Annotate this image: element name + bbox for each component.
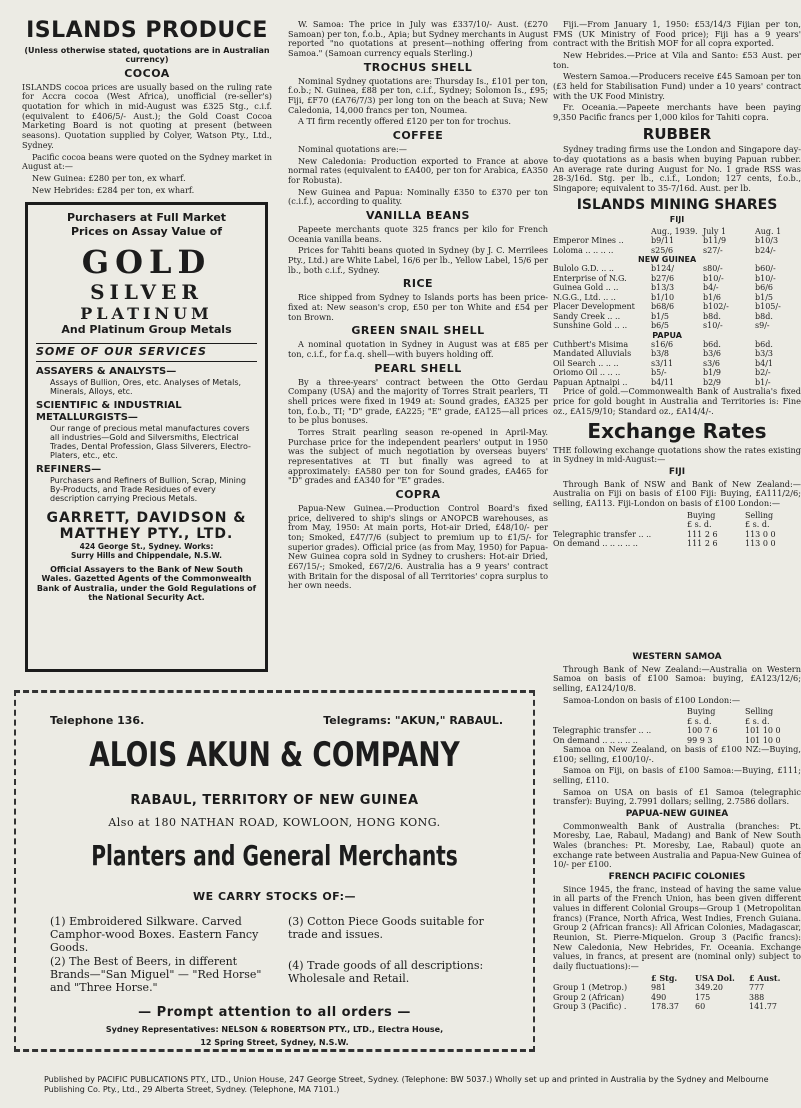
- share-value: b1/10: [651, 292, 675, 302]
- cocoa-heading: COCOA: [124, 66, 170, 80]
- samoa-fiji-paragraph: Samoa on Fiji, on basis of £100 Samoa:—Buying, £111; selling, £110.: [553, 765, 801, 786]
- share-name: Oil Search .. .. ..: [553, 358, 619, 368]
- firm-address-1: 424 George St., Sydney. Works:: [79, 542, 214, 552]
- ad-item-4: (4) Trade goods of all descriptions: Wholesale and Retail.: [288, 959, 484, 986]
- rate-label: Telegraphic transfer .. ..: [553, 529, 652, 539]
- ad-hong-kong-address: Also at 180 NATHAN ROAD, KOWLOON, HONG KONG.: [108, 816, 441, 829]
- table-row: [553, 246, 783, 255]
- subheading-row: [553, 255, 783, 264]
- share-name: Sandy Creek .. ..: [553, 311, 621, 321]
- rate-value: 111 2 6: [687, 539, 718, 549]
- share-value: b105/-: [755, 302, 781, 312]
- share-value: b8d.: [755, 311, 773, 321]
- table-header-row: [553, 707, 783, 716]
- share-name: Loloma .. .. .. ..: [553, 245, 614, 255]
- rate-value: 113 0 0: [745, 529, 776, 539]
- table-row: [553, 539, 778, 548]
- fr-oceania-copra-paragraph: Fr. Oceania.—Papeete merchants have been paying 9,350 Pacific francs per 1,000 kilos for Tahiti copra.: [553, 102, 801, 123]
- share-value: s16/6: [651, 339, 674, 349]
- share-value: b3/6: [703, 349, 721, 359]
- rate-value: 111 2 6: [687, 529, 718, 539]
- units-label: £ s. d.: [687, 716, 712, 726]
- trochus-paragraph-2: A TI firm recently offered £120 per ton for trochus.: [298, 116, 512, 127]
- service-heading-metallurgists: SCIENTIFIC & INDUSTRIAL METALLURGISTS—: [36, 399, 182, 423]
- table-header-row: [553, 974, 782, 983]
- rate-value: 113 0 0: [745, 539, 776, 549]
- rubber-heading: RUBBER: [642, 124, 712, 143]
- currency-note: (Unless otherwise stated, quotations are in Australian currency): [24, 45, 270, 65]
- ad-item-2: (2) The Best of Beers, in different Brands—"San Miguel" — "Red Horse" and "Three Horse.": [50, 955, 262, 995]
- exchange-french-pacific-subheading: FRENCH PACIFIC COLONIES: [608, 872, 746, 883]
- fiji-exchange-table: [553, 511, 778, 549]
- share-value: b1/6: [703, 292, 721, 302]
- service-heading-refiners: REFINERS—: [36, 464, 102, 476]
- share-name: Guinea Gold .. ..: [553, 283, 619, 293]
- platinum-group-line: And Platinum Group Metals: [61, 322, 232, 336]
- share-value: b1/5: [755, 292, 773, 302]
- french-pacific-paragraph: Since 1945, the franc, instead of having the same value in all parts of the French Union, has been given different values in different Colonial Groups—Group 1 (Metropolitan francs) (France, North Africa, West Indies, French Guiana. Group 2 (African francs): All African Colonies, Madagascar, Reunion, St. Pierre-Miquelon. Group 3 (Pacific francs): New Caledonia, New Hebrides, Fr. Oceania. Exchange values, in francs, at present are (nominal only) subject to daily fluctuations):—: [553, 883, 801, 972]
- share-value: s3/11: [651, 358, 674, 368]
- share-value: b2/-: [755, 368, 771, 378]
- exchange-rates-heading: Exchange Rates: [587, 419, 767, 444]
- ad-planters-heading: Planters and General Merchants: [91, 839, 458, 872]
- table-row: [553, 726, 783, 735]
- share-name: Placer Development: [553, 302, 635, 312]
- firm-address-2: Surry Hills and Chippendale, N.S.W.: [70, 551, 223, 561]
- share-value: b5/-: [651, 368, 667, 378]
- table-row: [553, 530, 778, 539]
- exchange-western-samoa-subheading: WESTERN SAMOA: [632, 652, 722, 662]
- col-aug-1: Aug. 1: [755, 226, 782, 236]
- col-usa-dol: USA Dol.: [695, 972, 735, 983]
- trochus-heading: TROCHUS SHELL: [363, 60, 473, 74]
- rate-label: On demand .. .. .. .. ..: [553, 539, 638, 549]
- rate-label: On demand .. .. .. .. ..: [553, 735, 638, 745]
- col-selling: Selling: [745, 707, 774, 717]
- samoa-london-paragraph: Samoa-London on basis of £100 London:—: [563, 694, 741, 705]
- share-value: s10/-: [703, 321, 723, 331]
- cocoa-new-hebrides: New Hebrides: £284 per ton, ex wharf.: [32, 184, 195, 195]
- units-label: £ s. d.: [745, 520, 770, 530]
- table-row: [553, 993, 782, 1002]
- col-buying: Buying: [687, 707, 716, 717]
- table-row: [553, 236, 783, 245]
- share-value: b4/-: [703, 283, 719, 293]
- publisher-footer: Published by PACIFIC PUBLICATIONS PTY., LTD., Union House, 247 George Street, Sydney. (Telephone: BW 5037.) Wholly set up and printed in Australia by the Sydney and Melbourne Publishing Co. Pty., Ltd., 29 Alberta Street, Sydney. (Telephone, MA 7101.): [44, 1075, 769, 1094]
- gold-word: GOLD: [81, 242, 212, 281]
- gold-price-paragraph: Price of gold.—Commonwealth Bank of Australia's fixed price for gold bought in Australia and Territories is: Fine oz., £A15/9/10; Standard oz., £A14/4/-.: [553, 386, 801, 416]
- gold-advertisement: [25, 202, 268, 672]
- share-name: Cuthbert's Misima: [553, 339, 629, 349]
- services-heading: SOME OF OUR SERVICES: [36, 343, 257, 362]
- subheading-row: [553, 331, 783, 340]
- gold-ad-head-2: Prices on Assay Value of: [70, 225, 223, 239]
- share-value: b3/8: [651, 349, 669, 359]
- share-name: Sunshine Gold .. ..: [553, 321, 628, 331]
- western-samoa-paragraph: Through Bank of New Zealand:—Australia on Western Samoa on basis of £100 Samoa: buying, £A123/12/6; selling, £A124/10/8.: [553, 663, 801, 693]
- share-value: b3/3: [755, 349, 773, 359]
- rate-value: 100 7 6: [687, 726, 718, 736]
- share-value: b10/-: [703, 273, 724, 283]
- rate-label: Telegraphic transfer .. ..: [553, 726, 652, 736]
- col-selling: Selling: [745, 510, 774, 520]
- column-right-lower: [553, 652, 801, 1011]
- coffee-new-caledonia: New Caledonia: Production exported to France at above normal rates (equivalent to £A400, per ton for Arabica, £A350 for Robusta).: [288, 155, 548, 185]
- share-value: s25/6: [651, 245, 674, 255]
- ad-stocks-heading: WE CARRY STOCKS OF:—: [193, 890, 356, 903]
- ad-location: RABAUL, TERRITORY OF NEW GUINEA: [130, 793, 419, 808]
- coffee-new-guinea: New Guinea and Papua: Nominally £350 to £370 per ton (c.i.f.), according to quality.: [288, 186, 548, 207]
- rice-heading: RICE: [402, 277, 434, 291]
- share-name: Oriomo Oil .. .. ..: [553, 368, 621, 378]
- share-value: b8d.: [703, 311, 721, 321]
- table-header-row: [553, 511, 778, 520]
- table-units-row: [553, 520, 778, 529]
- franc-value: 175: [695, 992, 711, 1002]
- table-row: [553, 321, 783, 330]
- vanilla-paragraph: Papeete merchants quote 325 francs per kilo for French Oceania vanilla beans.: [288, 223, 548, 244]
- franc-value: 388: [749, 992, 765, 1002]
- table-row: [553, 293, 783, 302]
- rate-value: 99 9 3: [687, 735, 713, 745]
- franc-value: 60: [695, 1002, 706, 1012]
- mining-new-guinea-subheading: NEW GUINEA: [638, 255, 697, 265]
- share-value: b124/: [651, 264, 675, 274]
- share-value: b11/9: [703, 236, 727, 246]
- gold-ad-head-1: Purchasers at Full Market: [66, 211, 227, 224]
- firm-name-2: MATTHEY PTY., LTD.: [59, 526, 234, 543]
- mining-papua-subheading: PAPUA: [652, 330, 682, 340]
- pearl-shell-paragraph-2: Torres Strait pearling season re-opened in April-May. Purchase price for the independent pearlers' output in 1950 was the subject of much negotiation by overseas buyers' representatives at TI but finally was agreed to at approximately: £A580 per ton for Sound grades, £A465 for "D" grades and £A340 for "E" grades.: [288, 426, 548, 486]
- share-value: b4/11: [651, 377, 675, 387]
- share-value: s9/-: [755, 321, 770, 331]
- share-value: b60/-: [755, 264, 776, 274]
- vanilla-paragraph-2: Prices for Tahiti beans quoted in Sydney (by J. C. Merrilees Pty., Ltd.) are White Label, 16/6 per lb., Yellow Label, 15/6 per lb., both c.i.f., Sydney.: [288, 245, 548, 275]
- franc-value: 777: [749, 983, 765, 993]
- samoa-cocoa-paragraph: W. Samoa: The price in July was £337/10/- Aust. (£270 Samoan) per ton, f.o.b., Apia; but Sydney merchants in August reported "no quotations at present—nothing offering from Samoa." (Samoan currency equals Sterling.): [288, 19, 548, 59]
- mining-fiji-subheading: FIJI: [669, 215, 685, 225]
- share-name: Emperor Mines ..: [553, 236, 624, 246]
- table-row: [553, 302, 783, 311]
- units-label: £ s. d.: [745, 716, 770, 726]
- service-desc-refiners: Purchasers and Refiners of Bullion, Scrap, Mining By-Products, and Trade Residues of every description carrying Precious Metals.: [50, 476, 247, 504]
- service-desc-assayers: Assays of Bullion, Ores, etc. Analyses of Metals, Minerals, Alloys, etc.: [50, 377, 242, 396]
- rice-paragraph: Rice shipped from Sydney to Islands ports has been price-fixed at: New season's crop, £50 per ton White and £54 per ton Brown.: [288, 292, 548, 322]
- cocoa-paragraph-2: Pacific cocoa beans were quoted on the Sydney market in August at:—: [22, 151, 272, 172]
- copra-paragraph: Papua-New Guinea.—Production Control Board's fixed price, delivered to ship's slings or ANOPCB warehouses, as from May, 1950: At main ports, Hot-air Dried, £48/10/- per ton; Smoked, £47/7/6 (subject to premium up to £1/5/- for superior grades). Official price (as from May, 1950) for Papua-New Guinea copra sold in Sydney to crushers: Hot-air Dried, £67/15/-; Smoked, £67/2/6. Australia has a 9 years' contract with Britain for the disposal of all Territories' copra surplus to her own needs.: [288, 502, 548, 591]
- firm-name-1: GARRETT, DAVIDSON &: [46, 509, 247, 526]
- new-hebrides-copra-paragraph: New Hebrides.—Price at Vila and Santo: £53 Aust. per ton.: [553, 50, 801, 70]
- service-desc-metallurgists: Our range of precious metal manufactures covers all industries—Gold and Silversmiths, Electrical Trades, Dental Profession, Glass Silverers, Electro-Platers, etc., etc.: [50, 423, 251, 461]
- share-value: s3/6: [703, 358, 720, 368]
- trochus-paragraph: Nominal Sydney quotations are: Thursday Is., £101 per ton, f.o.b.; N. Guinea, £88 per ton, c.i.f., Sydney; Solomon Is., £95; Fiji, £F70 (£A76/7/3) per long ton on the beach at Suva; New Caledonia, 14,000 francs per ton, Noumea.: [288, 75, 548, 115]
- exchange-intro-paragraph: THE following exchange quotations show the rates existing in Sydney in mid-August:—: [553, 444, 801, 465]
- mining-shares-table: [553, 227, 783, 387]
- green-snail-paragraph: A nominal quotation in Sydney in August was at £85 per ton, c.i.f., for f.a.q. shell—with buyers holding off.: [288, 339, 548, 359]
- franc-value: 349.20: [695, 983, 723, 993]
- ad-company-name: ALOIS AKUN & COMPANY: [89, 735, 460, 775]
- western-samoa-copra-paragraph: Western Samoa.—Producers receive £45 Samoan per ton (£3 held for Stabilisation Fund) under a 10 years' contract with the UK Food Ministry.: [553, 71, 801, 101]
- fiji-copra-paragraph: Fiji.—From January 1, 1950: £53/14/3 Fijian per ton, FMS (UK Ministry of Food price); Fiji has a 9 years' contract with the British MOF for all copra exported.: [553, 20, 801, 49]
- share-value: b24/-: [755, 245, 776, 255]
- exchange-fiji-subheading: FIJI: [668, 467, 686, 478]
- column-left: [22, 0, 272, 197]
- rubber-paragraph: Sydney trading firms use the London and Singapore day-to-day quotations as a basis when buying Papuan rubber. An average rate during August for No. 1 grade RSS was 28-3/16d. Stg. per lb., c.i.f., London; 127 cents, f.o.b., Singapore; equivalent to 35-7/16d. Aust. per lb.: [553, 144, 801, 194]
- franc-value: 981: [651, 983, 667, 993]
- group-label: Group 1 (Metrop.): [553, 983, 628, 993]
- share-value: b68/6: [651, 302, 675, 312]
- share-value: b4/1: [755, 358, 773, 368]
- col-july-1: July 1: [703, 226, 727, 236]
- table-row: [553, 349, 783, 358]
- ad-item-1: (1) Embroidered Silkware. Carved Camphor-wood Boxes. Eastern Fancy Goods.: [50, 915, 259, 955]
- table-row: [553, 359, 783, 368]
- coffee-heading: COFFEE: [392, 129, 444, 143]
- share-value: b2/9: [703, 377, 721, 387]
- table-row: [553, 1002, 782, 1011]
- table-row: [553, 312, 783, 321]
- share-value: b27/6: [651, 273, 675, 283]
- ad-representatives: Sydney Representatives: NELSON & ROBERTSON PTY., LTD., Electra House,: [105, 1025, 444, 1034]
- service-heading-assayers: ASSAYERS & ANALYSTS—: [36, 365, 177, 377]
- ad-telegrams: Telegrams: "AKUN," RABAUL.: [323, 714, 503, 727]
- exchange-fiji-paragraph: Through Bank of NSW and Bank of New Zealand:—Australia on Fiji on basis of £100 Fiji: Buying, £A111/2/6; selling, £A113. Fiji-London on basis of £100 London:—: [553, 478, 801, 509]
- mining-shares-heading: ISLANDS MINING SHARES: [576, 196, 778, 213]
- share-name: Mandated Alluvials: [553, 349, 632, 359]
- franc-value: 490: [651, 992, 667, 1002]
- share-name: Papuan Aptnaipi ..: [553, 377, 628, 387]
- ad-telephone: Telephone 136.: [50, 714, 145, 727]
- platinum-word: PLATINUM: [80, 303, 213, 323]
- official-assayers-note: Official Assayers to the Bank of New South Wales. Gazetted Agents of the Commonwealth Bank of Australia, under the Gold Regulations of the National Security Act.: [36, 564, 257, 603]
- copra-heading: COPRA: [395, 488, 441, 501]
- col-aust: £ Aust.: [749, 972, 781, 983]
- share-value: b9/11: [651, 236, 675, 246]
- share-value: s27/-: [703, 245, 723, 255]
- group-label: Group 2 (African): [553, 992, 625, 1002]
- exchange-png-subheading: PAPUA-NEW GUINEA: [625, 809, 729, 820]
- western-samoa-exchange-table: [553, 707, 783, 745]
- share-value: b10/-: [755, 273, 776, 283]
- share-value: b10/3: [755, 236, 779, 246]
- png-paragraph: Commonwealth Bank of Australia (branches: Pt. Moresby, Lae, Rabaul, Madang) and Bank of New South Wales (branches: Pt. Moresby, Lae, Rabaul) quote an exchange rate between Australia and Papua-New Guinea of 10/- per £100.: [553, 820, 801, 870]
- share-value: b6/6: [755, 283, 773, 293]
- units-label: £ s. d.: [687, 520, 712, 530]
- share-value: b102/-: [703, 302, 729, 312]
- pearl-shell-paragraph: By a three-years' contract between the Otto Gerdau Company (USA) and the majority of Torres Strait pearlers, TI shell prices were fixed in 1949 at: Sound grades, £A325 per ton, f.o.b., TI; "D" grade, £A225; "E" grade, £A125—all prices to be plus bonuses.: [288, 376, 548, 426]
- samoa-usa-paragraph: Samoa on USA on basis of £1 Samoa (telegraphic transfer): Buying, 2.7991 dollars; selling, 2.7586 dollars.: [553, 786, 801, 807]
- share-value: b6/5: [651, 321, 669, 331]
- share-value: b6d.: [703, 339, 721, 349]
- coffee-paragraph: Nominal quotations are:—: [298, 143, 407, 154]
- page-title: ISLANDS PRODUCE: [26, 18, 268, 43]
- col-aug-1939: Aug., 1939.: [651, 226, 698, 236]
- share-name: N.G.G., Ltd. .. ..: [553, 292, 616, 302]
- group-label: Group 3 (Pacific) .: [553, 1002, 627, 1012]
- franc-value: 178.37: [651, 1002, 679, 1012]
- table-units-row: [553, 717, 783, 726]
- table-row: [553, 983, 782, 992]
- column-middle: [288, 20, 548, 593]
- share-value: b1/-: [755, 377, 771, 387]
- table-row: [553, 283, 783, 292]
- rate-value: 101 10 0: [745, 735, 781, 745]
- rate-value: 101 10 0: [745, 726, 781, 736]
- pearl-shell-heading: PEARL SHELL: [374, 361, 462, 375]
- franc-values-table: [553, 974, 782, 1012]
- share-name: Bulolo G.D. .. ..: [553, 264, 614, 274]
- table-row: [553, 340, 783, 349]
- share-value: b1/9: [703, 368, 721, 378]
- green-snail-heading: GREEN SNAIL SHELL: [351, 324, 485, 338]
- ad-representatives-address: 12 Spring Street, Sydney, N.S.W.: [200, 1038, 349, 1047]
- vanilla-heading: VANILLA BEANS: [366, 209, 470, 223]
- mining-header-row: [553, 227, 783, 236]
- samoa-nz-paragraph: Samoa on New Zealand, on basis of £100 NZ:—Buying, £100; selling, £100/10/-.: [553, 744, 801, 764]
- share-value: b1/5: [651, 311, 669, 321]
- share-value: b6d.: [755, 339, 773, 349]
- share-value: s80/-: [703, 264, 723, 274]
- table-row: [553, 368, 783, 377]
- ad-item-3: (3) Cotton Piece Goods suitable for trade and issues.: [288, 915, 484, 942]
- share-name: Enterprise of N.G.: [553, 273, 627, 283]
- silver-word: SILVER: [90, 280, 203, 305]
- cocoa-paragraph: ISLANDS cocoa prices are usually based on the ruling rate for Accra cocoa (West Africa), unofficial (re-seller's) quotation for which in mid-August was £325 Stg., c.i.f. (equivalent to £406/5/- Aust.); the Gold Coast Cocoa Marketing Board is not quoting at present (between seasons). Quotation supplied by Colyer, Watson Pty., Ltd., Sydney.: [22, 81, 272, 150]
- col-stg: £ Stg.: [651, 972, 678, 983]
- table-row: [553, 274, 783, 283]
- col-buying: Buying: [687, 510, 716, 520]
- cocoa-new-guinea: New Guinea: £280 per ton, ex wharf.: [32, 172, 186, 183]
- table-row: [553, 264, 783, 273]
- akun-advertisement: [14, 690, 535, 1052]
- franc-value: 141.77: [749, 1002, 777, 1012]
- ad-prompt-line: — Prompt attention to all orders —: [138, 1005, 411, 1020]
- column-right: [553, 20, 801, 690]
- share-value: b13/3: [651, 283, 675, 293]
